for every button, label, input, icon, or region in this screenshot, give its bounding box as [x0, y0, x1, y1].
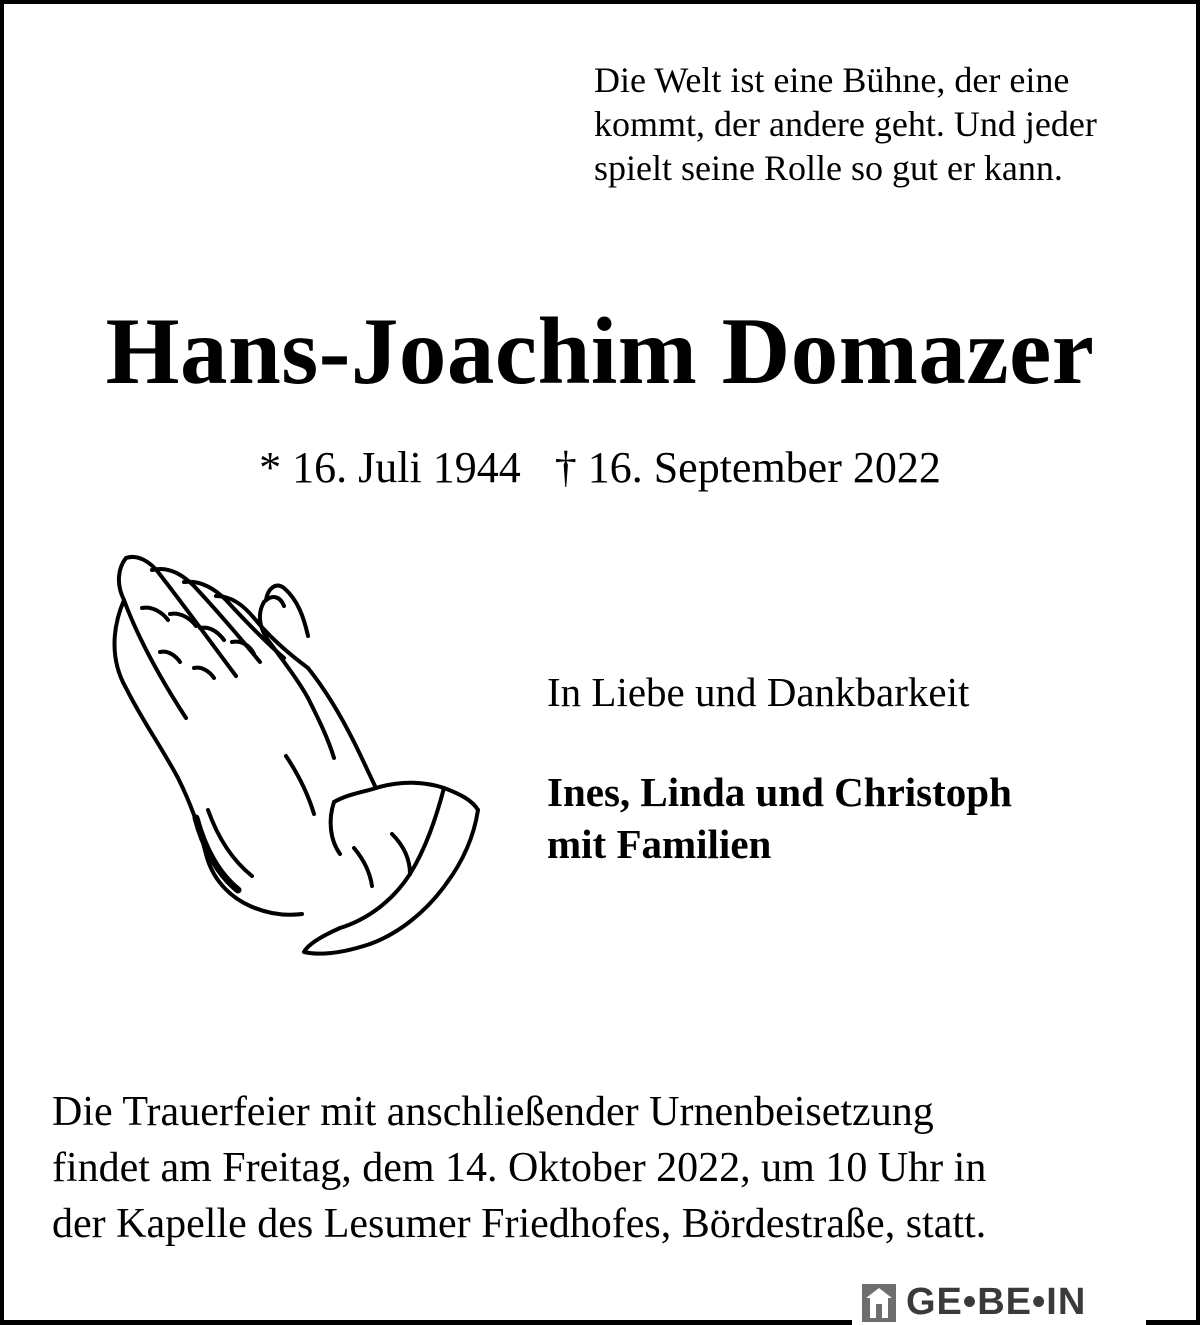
mourner-line: Ines, Linda und Christoph: [547, 769, 1012, 815]
praying-hands-icon: [108, 548, 488, 958]
border-left: [0, 0, 4, 1325]
motto-quote: [594, 58, 1154, 190]
motto-line: spielt seine Rolle so gut er kann.: [594, 148, 1063, 188]
deceased-name: Hans-Joachim Domazer: [105, 298, 1095, 404]
motto-line: Die Welt ist eine Bühne, der eine: [594, 60, 1070, 100]
ceremony-line: findet am Freitag, dem 14. Oktober 2022, um 10 Uhr in: [52, 1145, 987, 1191]
dedication-line: In Liebe und Dankbarkeit: [547, 669, 970, 715]
birth-date: * 16. Juli 1944: [259, 443, 521, 492]
gebein-logo: [862, 1280, 1086, 1325]
border-right: [1196, 0, 1200, 1325]
ceremony-line: der Kapelle des Lesumer Friedhofes, Bördestraße, statt.: [52, 1201, 987, 1247]
border-top: [0, 0, 1200, 4]
life-dates: [0, 442, 1200, 494]
mourner-names: [547, 766, 1012, 870]
death-date: † 16. September 2022: [554, 443, 941, 492]
ceremony-line: Die Trauerfeier mit anschließender Urnenbeisetzung: [52, 1089, 934, 1135]
motto-line: kommt, der andere geht. Und jeder: [594, 104, 1097, 144]
ceremony-details: [52, 1084, 1172, 1252]
logo-text: GE•BE•IN: [906, 1281, 1087, 1323]
border-bottom-right: [1146, 1320, 1200, 1325]
gebein-logo-icon: [862, 1284, 896, 1322]
border-bottom-left: [0, 1320, 852, 1325]
mourner-line: mit Familien: [547, 821, 772, 867]
